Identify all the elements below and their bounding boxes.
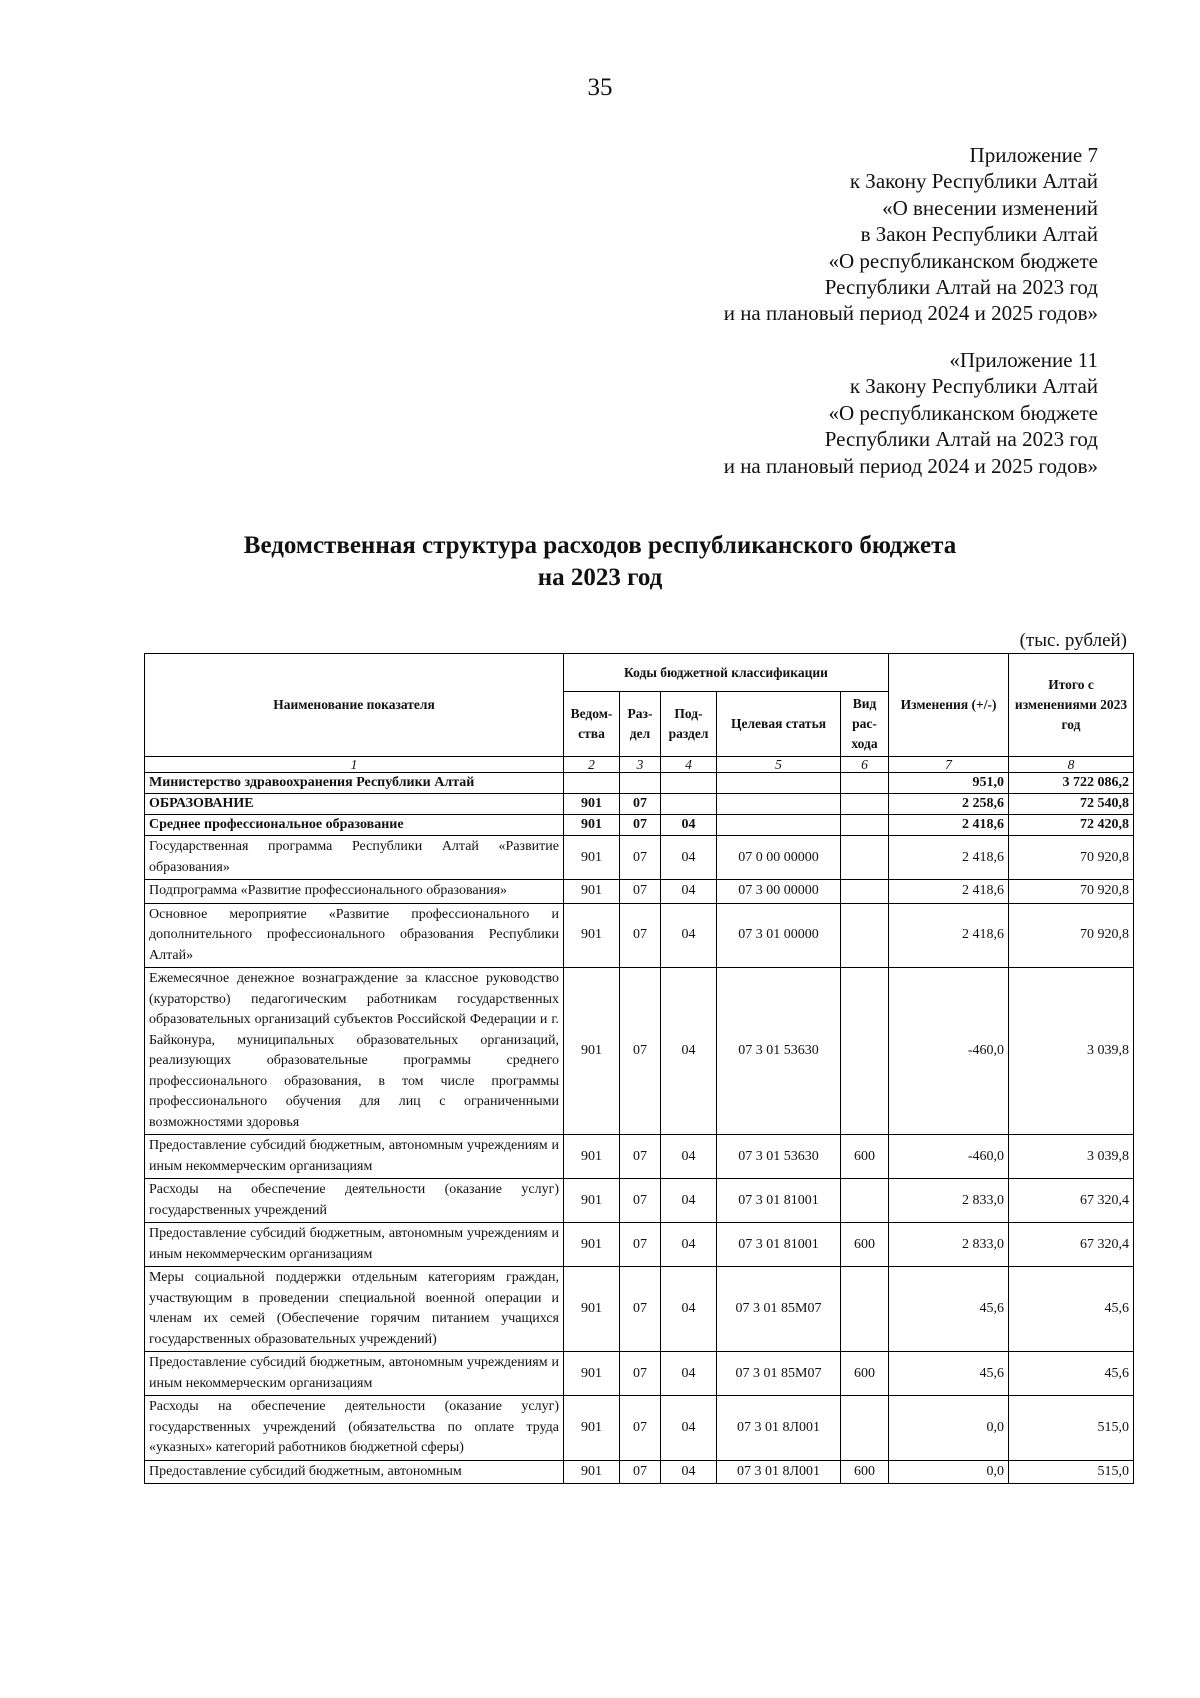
row-podrazdel-cell: 04 xyxy=(661,1135,717,1179)
row-name-cell: ОБРАЗОВАНИЕ xyxy=(145,794,564,815)
row-podrazdel-cell: 04 xyxy=(661,1352,717,1396)
row-total-cell: 67 320,4 xyxy=(1009,1179,1134,1223)
row-vedomstvo-cell: 901 xyxy=(564,1179,620,1223)
row-total-cell: 72 420,8 xyxy=(1009,815,1134,836)
row-target-cell xyxy=(717,815,841,836)
row-change-cell: 2 418,6 xyxy=(889,903,1009,968)
table-row xyxy=(145,1223,1134,1267)
row-razdel-cell: 07 xyxy=(620,1267,661,1352)
row-name-cell: Подпрограмма «Развитие профессионального образования» xyxy=(145,880,564,904)
row-razdel-cell: 07 xyxy=(620,836,661,880)
column-number: 7 xyxy=(889,757,1009,773)
table-row xyxy=(145,1352,1134,1396)
row-razdel-cell xyxy=(620,773,661,794)
header-vid: Вид рас-хода xyxy=(841,692,889,757)
annex-11-line: «О республиканском бюджете xyxy=(828,400,1098,425)
table-row xyxy=(145,836,1134,880)
column-number-row xyxy=(145,757,1134,773)
budget-table xyxy=(144,653,1134,1484)
row-vid-cell xyxy=(841,968,889,1135)
page-number: 35 xyxy=(587,74,613,101)
row-podrazdel-cell: 04 xyxy=(661,1267,717,1352)
row-target-cell xyxy=(717,794,841,815)
column-number: 3 xyxy=(620,757,661,773)
row-name-cell: Расходы на обеспечение деятельности (оказание услуг) государственных учреждений xyxy=(145,1179,564,1223)
row-razdel-cell: 07 xyxy=(620,1352,661,1396)
row-vedomstvo-cell: 901 xyxy=(564,815,620,836)
header-razdel: Раз-дел xyxy=(620,692,661,757)
row-razdel-cell: 07 xyxy=(620,1135,661,1179)
row-vid-cell xyxy=(841,794,889,815)
row-total-cell: 67 320,4 xyxy=(1009,1223,1134,1267)
row-vid-cell xyxy=(841,815,889,836)
row-total-cell: 515,0 xyxy=(1009,1396,1134,1461)
row-change-cell: 2 833,0 xyxy=(889,1223,1009,1267)
row-change-cell: 45,6 xyxy=(889,1352,1009,1396)
column-number: 2 xyxy=(564,757,620,773)
table-row xyxy=(145,1396,1134,1461)
row-change-cell: 2 833,0 xyxy=(889,1179,1009,1223)
table-row xyxy=(145,1135,1134,1179)
row-podrazdel-cell: 04 xyxy=(661,903,717,968)
row-vid-cell: 600 xyxy=(841,1135,889,1179)
header-total: Итого с изменениями 2023 год xyxy=(1009,654,1134,757)
row-total-cell: 70 920,8 xyxy=(1009,836,1134,880)
annex-7-line: к Закону Республики Алтай xyxy=(849,169,1098,194)
row-name-cell: Предоставление субсидий бюджетным, автономным учреждениям и иным некоммерческим организациям xyxy=(145,1223,564,1267)
header-podrazdel: Под-раздел xyxy=(661,692,717,757)
row-razdel-cell: 07 xyxy=(620,1460,661,1484)
row-target-cell: 07 3 01 8Л001 xyxy=(717,1396,841,1461)
column-number: 4 xyxy=(661,757,717,773)
row-name-cell: Основное мероприятие «Развитие профессионального и дополнительного профессионального образования Республики Алтай» xyxy=(145,903,564,968)
row-change-cell: 2 258,6 xyxy=(889,794,1009,815)
header-changes: Изменения (+/-) xyxy=(889,654,1009,757)
row-target-cell: 07 3 01 81001 xyxy=(717,1223,841,1267)
row-vid-cell xyxy=(841,1396,889,1461)
row-vid-cell xyxy=(841,1179,889,1223)
row-target-cell xyxy=(717,773,841,794)
row-change-cell: 2 418,6 xyxy=(889,815,1009,836)
row-target-cell: 07 3 01 85М07 xyxy=(717,1267,841,1352)
row-name-cell: Среднее профессиональное образование xyxy=(145,815,564,836)
annex-7-line: и на плановый период 2024 и 2025 годов» xyxy=(723,301,1098,326)
row-total-cell: 72 540,8 xyxy=(1009,794,1134,815)
row-vedomstvo-cell: 901 xyxy=(564,836,620,880)
table-row xyxy=(145,1460,1134,1484)
row-name-cell: Расходы на обеспечение деятельности (оказание услуг) государственных учреждений (обязательства по оплате труда «указных» категорий работников бюджетной сферы) xyxy=(145,1396,564,1461)
row-podrazdel-cell: 04 xyxy=(661,1396,717,1461)
row-target-cell: 07 3 00 00000 xyxy=(717,880,841,904)
row-razdel-cell: 07 xyxy=(620,968,661,1135)
table-row xyxy=(145,794,1134,815)
column-number: 8 xyxy=(1009,757,1134,773)
row-podrazdel-cell: 04 xyxy=(661,968,717,1135)
row-vedomstvo-cell: 901 xyxy=(564,1396,620,1461)
row-podrazdel-cell: 04 xyxy=(661,1179,717,1223)
row-target-cell: 07 3 01 00000 xyxy=(717,903,841,968)
row-razdel-cell: 07 xyxy=(620,880,661,904)
row-vid-cell xyxy=(841,903,889,968)
row-vedomstvo-cell xyxy=(564,773,620,794)
row-target-cell: 07 0 00 00000 xyxy=(717,836,841,880)
table-row xyxy=(145,1179,1134,1223)
table-row xyxy=(145,1267,1134,1352)
column-number: 5 xyxy=(717,757,841,773)
annex-7-line: в Закон Республики Алтай xyxy=(860,222,1098,247)
document-title-line-1: Ведомственная структура расходов республиканского бюджета xyxy=(243,532,957,559)
annex-7-line: «О внесении изменений xyxy=(882,195,1098,220)
row-vedomstvo-cell: 901 xyxy=(564,1352,620,1396)
row-vid-cell: 600 xyxy=(841,1460,889,1484)
annex-11-block xyxy=(724,347,1098,479)
row-vedomstvo-cell: 901 xyxy=(564,968,620,1135)
row-total-cell: 70 920,8 xyxy=(1009,903,1134,968)
header-target: Целевая статья xyxy=(717,692,841,757)
row-total-cell: 3 722 086,2 xyxy=(1009,773,1134,794)
row-name-cell: Предоставление субсидий бюджетным, автономным xyxy=(145,1460,564,1484)
row-change-cell: 0,0 xyxy=(889,1460,1009,1484)
row-change-cell: -460,0 xyxy=(889,1135,1009,1179)
row-change-cell: 0,0 xyxy=(889,1396,1009,1461)
document-title xyxy=(0,530,1200,594)
row-vid-cell: 600 xyxy=(841,1352,889,1396)
row-name-cell: Предоставление субсидий бюджетным, автономным учреждениям и иным некоммерческим организациям xyxy=(145,1135,564,1179)
row-name-cell: Предоставление субсидий бюджетным, автономным учреждениям и иным некоммерческим организациям xyxy=(145,1352,564,1396)
row-razdel-cell: 07 xyxy=(620,794,661,815)
row-total-cell: 3 039,8 xyxy=(1009,968,1134,1135)
annex-11-line: Республики Алтай на 2023 год xyxy=(824,427,1098,452)
table-row xyxy=(145,815,1134,836)
document-title-line-2: на 2023 год xyxy=(537,564,663,591)
row-vedomstvo-cell: 901 xyxy=(564,794,620,815)
row-total-cell: 3 039,8 xyxy=(1009,1135,1134,1179)
annex-11-line: к Закону Республики Алтай xyxy=(849,374,1098,399)
row-name-cell: Министерство здравоохранения Республики Алтай xyxy=(145,773,564,794)
column-number: 6 xyxy=(841,757,889,773)
header-codes-group: Коды бюджетной классификации xyxy=(564,654,889,692)
row-podrazdel-cell: 04 xyxy=(661,880,717,904)
row-target-cell: 07 3 01 8Л001 xyxy=(717,1460,841,1484)
row-vedomstvo-cell: 901 xyxy=(564,1223,620,1267)
row-name-cell: Ежемесячное денежное вознаграждение за классное руководство (кураторство) педагогическим работникам государственных образовательных организаций субъектов Российской Федерации и г. Байконура, муниципальных образовательных организаций, реализующих образовательные программы среднего профессионального образования, в том числе программы профессионального обучения для лиц с ограниченными возможностями здоровья xyxy=(145,968,564,1135)
row-vid-cell xyxy=(841,1267,889,1352)
row-name-cell: Меры социальной поддержки отдельным категориям граждан, участвующим в проведении специальной военной операции и членам их семей (Обеспечение горячим питанием учащихся государственных образовательных учреждений) xyxy=(145,1267,564,1352)
row-name-cell: Государственная программа Республики Алтай «Развитие образования» xyxy=(145,836,564,880)
annex-7-block xyxy=(724,142,1098,327)
row-total-cell: 45,6 xyxy=(1009,1352,1134,1396)
row-podrazdel-cell: 04 xyxy=(661,815,717,836)
row-vedomstvo-cell: 901 xyxy=(564,1460,620,1484)
row-podrazdel-cell xyxy=(661,794,717,815)
row-vid-cell: 600 xyxy=(841,1223,889,1267)
annex-11-line: и на плановый период 2024 и 2025 годов» xyxy=(723,453,1098,478)
row-vedomstvo-cell: 901 xyxy=(564,1135,620,1179)
annex-7-line: «О республиканском бюджете xyxy=(828,248,1098,273)
row-change-cell: -460,0 xyxy=(889,968,1009,1135)
row-vid-cell xyxy=(841,880,889,904)
row-vid-cell xyxy=(841,836,889,880)
annex-7-line: Приложение 7 xyxy=(969,143,1098,167)
row-razdel-cell: 07 xyxy=(620,903,661,968)
row-total-cell: 45,6 xyxy=(1009,1267,1134,1352)
row-total-cell: 70 920,8 xyxy=(1009,880,1134,904)
row-target-cell: 07 3 01 53630 xyxy=(717,1135,841,1179)
row-podrazdel-cell: 04 xyxy=(661,836,717,880)
table-row xyxy=(145,773,1134,794)
row-vedomstvo-cell: 901 xyxy=(564,880,620,904)
annex-11-line: «Приложение 11 xyxy=(949,348,1098,372)
row-target-cell: 07 3 01 81001 xyxy=(717,1179,841,1223)
row-razdel-cell: 07 xyxy=(620,1223,661,1267)
row-vedomstvo-cell: 901 xyxy=(564,1267,620,1352)
row-razdel-cell: 07 xyxy=(620,1396,661,1461)
row-total-cell: 515,0 xyxy=(1009,1460,1134,1484)
table-row xyxy=(145,968,1134,1135)
row-change-cell: 2 418,6 xyxy=(889,880,1009,904)
table-row xyxy=(145,903,1134,968)
column-number: 1 xyxy=(145,757,564,773)
row-change-cell: 951,0 xyxy=(889,773,1009,794)
row-target-cell: 07 3 01 53630 xyxy=(717,968,841,1135)
annex-7-line: Республики Алтай на 2023 год xyxy=(824,275,1098,300)
row-vedomstvo-cell: 901 xyxy=(564,903,620,968)
header-vedomstva: Ведом-ства xyxy=(564,692,620,757)
row-change-cell: 2 418,6 xyxy=(889,836,1009,880)
budget-table-body xyxy=(145,773,1134,1484)
row-razdel-cell: 07 xyxy=(620,815,661,836)
row-podrazdel-cell: 04 xyxy=(661,1223,717,1267)
row-vid-cell xyxy=(841,773,889,794)
row-change-cell: 45,6 xyxy=(889,1267,1009,1352)
row-podrazdel-cell xyxy=(661,773,717,794)
header-name: Наименование показателя xyxy=(145,654,564,757)
row-razdel-cell: 07 xyxy=(620,1179,661,1223)
row-podrazdel-cell: 04 xyxy=(661,1460,717,1484)
units-label: (тыс. рублей) xyxy=(1019,630,1127,651)
table-row xyxy=(145,880,1134,904)
row-target-cell: 07 3 01 85М07 xyxy=(717,1352,841,1396)
